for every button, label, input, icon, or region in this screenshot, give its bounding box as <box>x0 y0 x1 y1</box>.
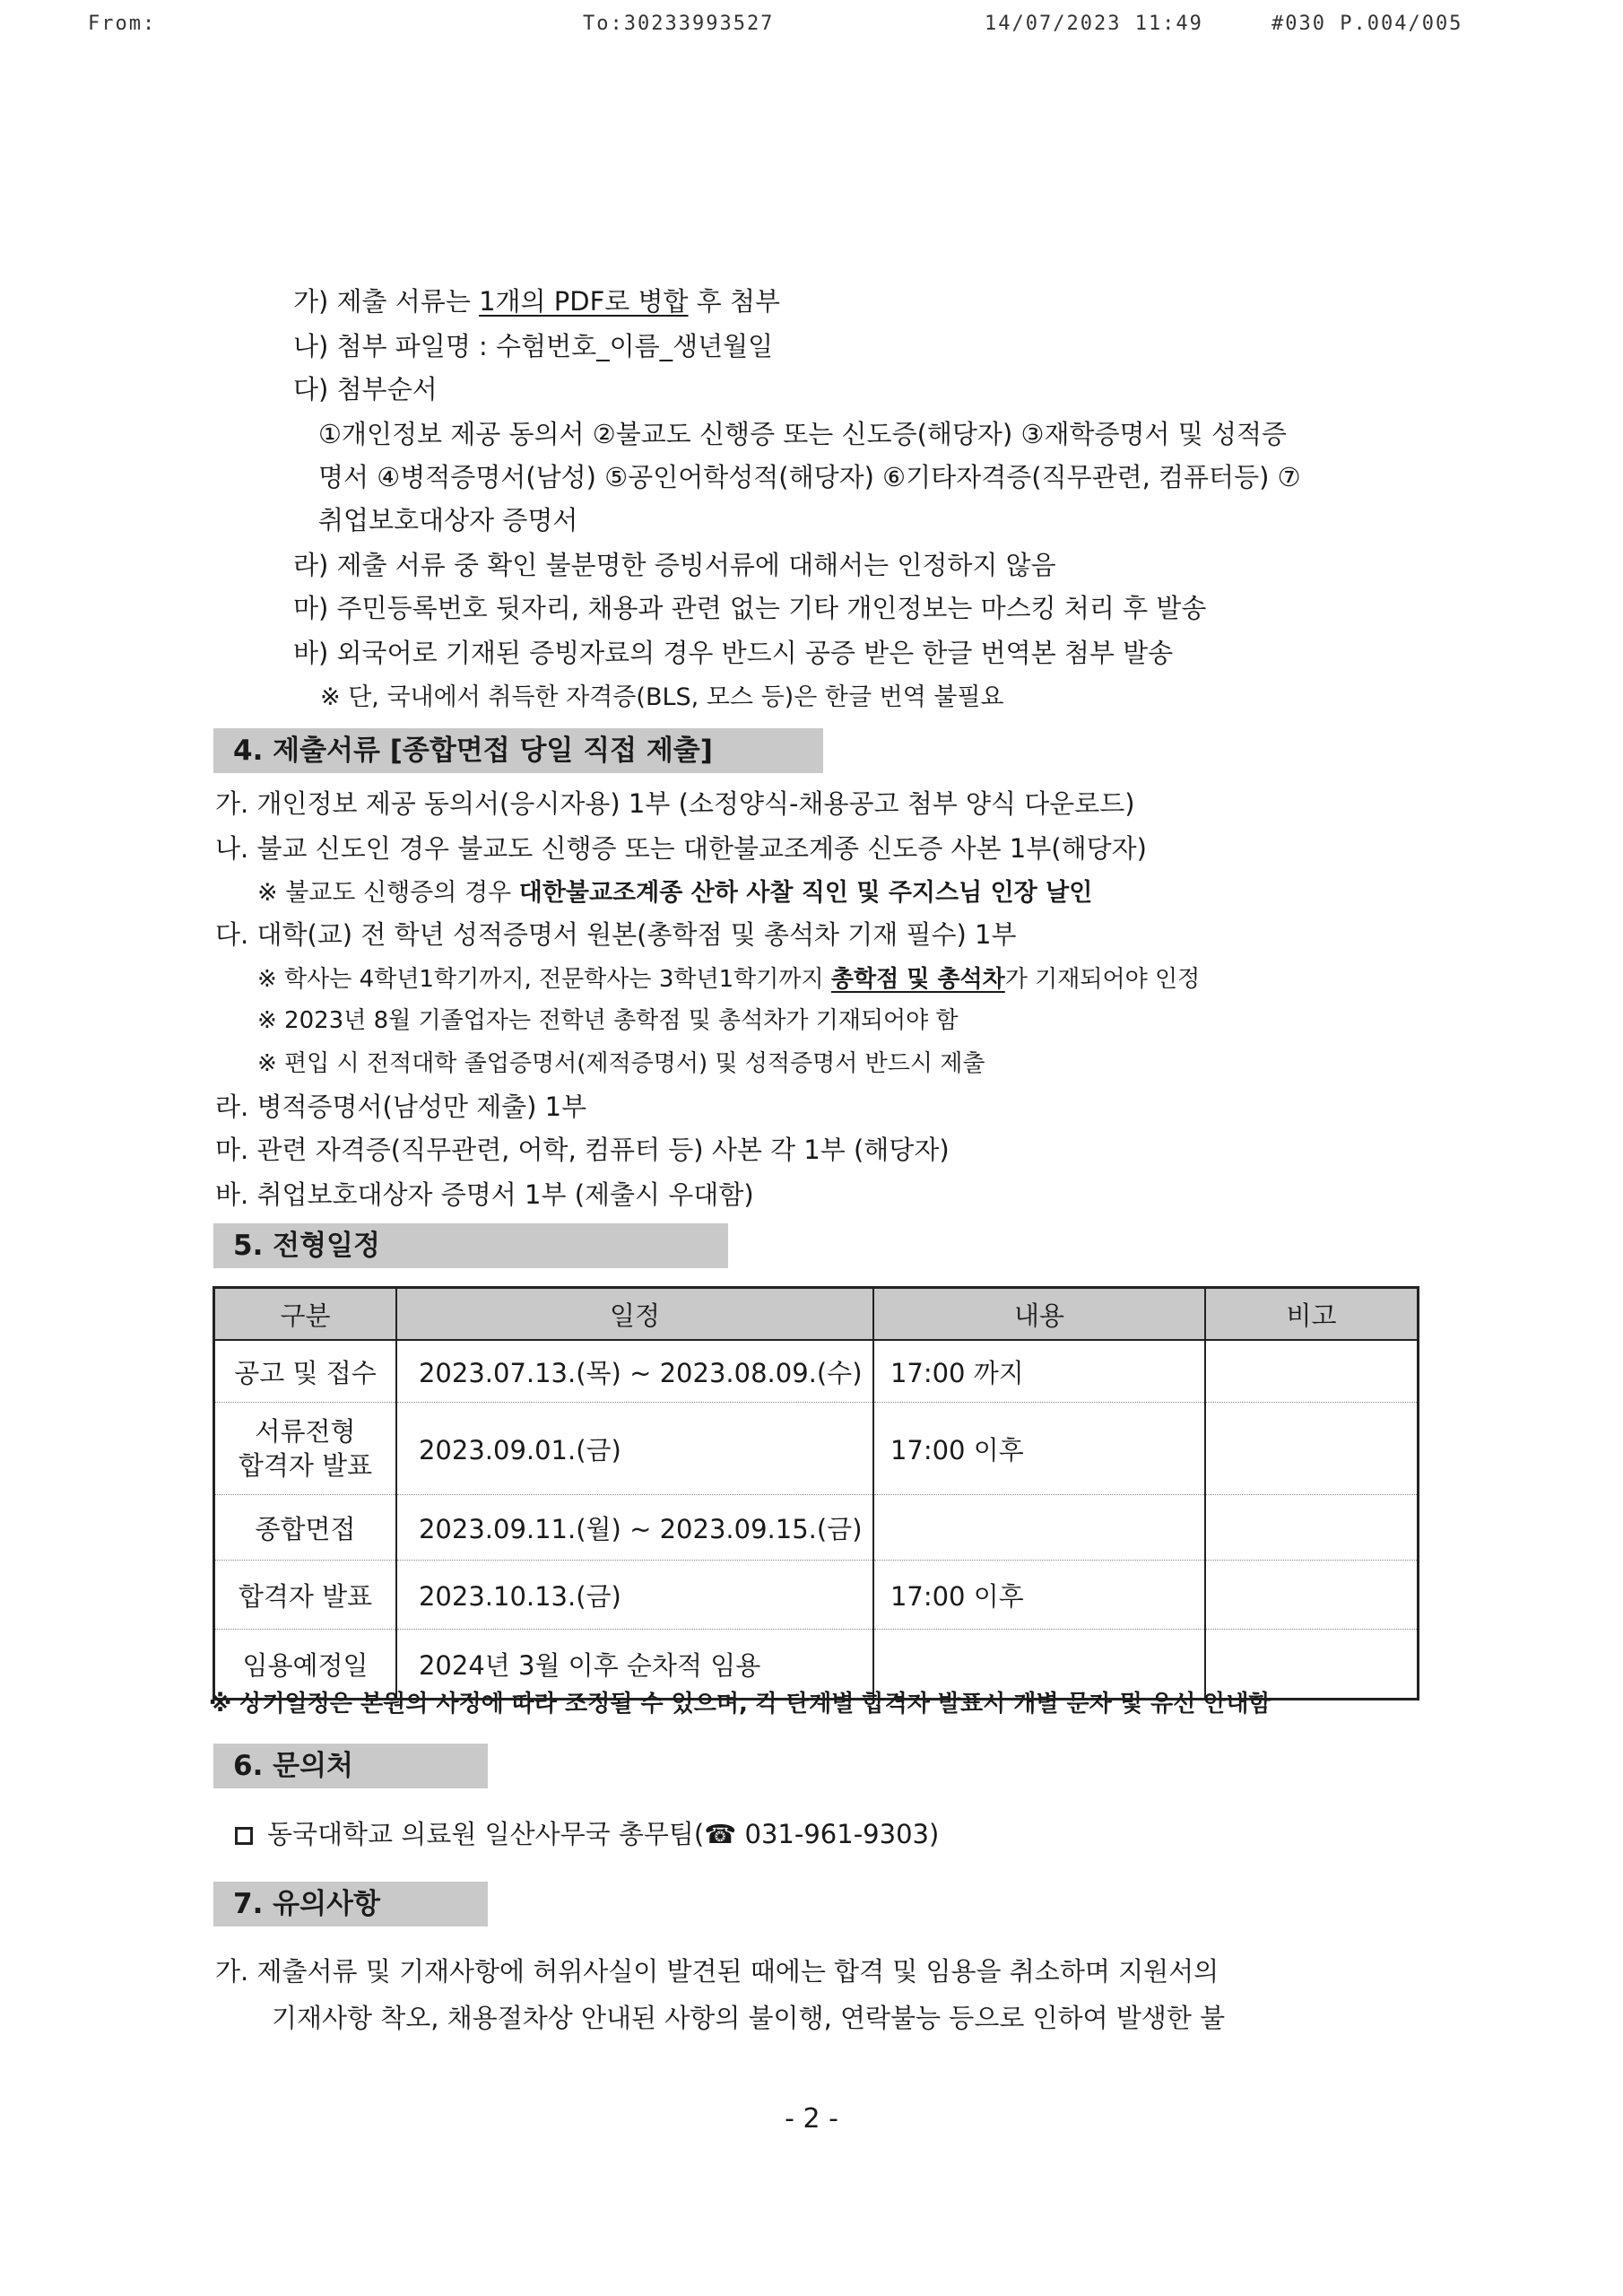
header-remarks: 비고 <box>1205 1288 1418 1341</box>
caution-item-ga: 가. 제출서류 및 기재사항에 허위사실이 발견된 때에는 합격 및 임용을 취소하며 지원서의 <box>215 1956 1219 1987</box>
fax-header <box>0 13 1623 39</box>
fax-to: To:30233993527 <box>583 13 775 35</box>
remarks-cell <box>1205 1340 1418 1403</box>
submission-item-ga: 가) 제출 서류는 1개의 PDF로 병합 후 첨부 <box>293 286 781 317</box>
section-5-heading: 5. 전형일정 <box>213 1223 728 1268</box>
doc-note: ※ 학사는 4학년1학기까지, 전문학사는 3학년1학기까지 총학점 및 총석차가 기재되어야 인정 <box>257 966 1201 993</box>
stage-cell: 종합면접 <box>214 1495 396 1561</box>
doc-note: ※ 2023년 8월 기졸업자는 전학년 총학점 및 총석차가 기재되어야 함 <box>257 1007 959 1034</box>
remarks-cell <box>1205 1403 1418 1495</box>
section-7-heading: 7. 유의사항 <box>213 1882 488 1926</box>
date-cell: 2024년 3월 이후 순차적 임용 <box>396 1630 873 1700</box>
schedule-note: ※ 상기일정은 본원의 사정에 따라 조정될 수 있으며, 각 단계별 합격자 발표시 개별 문자 및 유선 안내함 <box>209 1691 1271 1718</box>
header-category: 구분 <box>214 1288 396 1341</box>
date-cell: 2023.10.13.(금) <box>396 1561 873 1630</box>
doc-note: ※ 불교도 신행증의 경우 대한불교조계종 산하 사찰 직인 및 주지스님 인장 날인 <box>257 879 1093 907</box>
doc-item-na: 나. 불교 신도인 경우 불교도 신행증 또는 대한불교조계종 신도증 사본 1부(해당자) <box>215 833 1147 864</box>
date-cell: 2023.09.01.(금) <box>396 1403 873 1495</box>
doc-item-ga: 가. 개인정보 제공 동의서(응시자용) 1부 (소정양식-채용공고 첨부 양식 다운로드) <box>215 788 1135 819</box>
doc-item-da: 다. 대학(교) 전 학년 성적증명서 원본(총학점 및 총석차 기재 필수) 1부 <box>215 919 1017 950</box>
attach-order-line: 명서 ④병적증명서(남성) ⑤공인어학성적(해당자) ⑥기타자격증(직무관련, 컴퓨터등) ⑦ <box>318 462 1301 492</box>
table-row <box>214 1561 1419 1630</box>
caution-item-ga-cont: 기재사항 착오, 채용절차상 안내된 사항의 불이행, 연락불능 등으로 인하여 발생한 불 <box>272 2003 1226 2033</box>
submission-item-na: 나) 첨부 파일명 : 수험번호_이름_생년월일 <box>293 331 774 361</box>
doc-item-ra: 라. 병적증명서(남성만 제출) 1부 <box>215 1091 587 1122</box>
stage-cell: 합격자 발표 <box>214 1561 396 1630</box>
stage-cell: 서류전형 합격자 발표 <box>214 1403 396 1495</box>
date-cell: 2023.09.11.(월) ~ 2023.09.15.(금) <box>396 1495 873 1561</box>
fax-page: #030 P.004/005 <box>1271 13 1463 35</box>
table-row <box>214 1403 1419 1495</box>
contact-line <box>235 1816 939 1852</box>
doc-item-ma: 마. 관련 자격증(직무관련, 어학, 컴퓨터 등) 사본 각 1부 (해당자) <box>215 1135 950 1165</box>
attach-order-line: 취업보호대상자 증명서 <box>318 505 578 535</box>
submission-item-ra: 라) 제출 서류 중 확인 불분명한 증빙서류에 대해서는 인정하지 않음 <box>293 550 1056 580</box>
stage-cell: 공고 및 접수 <box>214 1340 396 1403</box>
header-schedule: 일정 <box>396 1288 873 1341</box>
content-cell: 17:00 까지 <box>873 1340 1205 1403</box>
schedule-header-row <box>214 1288 1419 1341</box>
content-cell <box>873 1495 1205 1561</box>
schedule-table <box>213 1286 1419 1700</box>
content-cell: 17:00 이후 <box>873 1561 1205 1630</box>
header-content: 내용 <box>873 1288 1205 1341</box>
submission-item-da: 다) 첨부순서 <box>293 374 438 404</box>
doc-note: ※ 편입 시 전적대학 졸업증명서(제적증명서) 및 성적증명서 반드시 제출 <box>257 1050 985 1077</box>
submission-item-ma: 마) 주민등록번호 뒷자리, 채용과 관련 없는 기타 개인정보는 마스킹 처리 후 발송 <box>293 593 1207 623</box>
remarks-cell <box>1205 1495 1418 1561</box>
table-row <box>214 1495 1419 1561</box>
date-cell: 2023.07.13.(목) ~ 2023.08.09.(수) <box>396 1340 873 1403</box>
section-6-heading: 6. 문의처 <box>213 1744 488 1788</box>
doc-item-ba: 바. 취업보호대상자 증명서 1부 (제출시 우대함) <box>215 1179 754 1210</box>
submission-item-ba: 바) 외국어로 기재된 증빙자료의 경우 반드시 공증 받은 한글 번역본 첨부 발송 <box>293 638 1174 668</box>
stage-cell: 임용예정일 <box>214 1630 396 1700</box>
checkbox-icon <box>235 1827 253 1845</box>
content-cell: 17:00 이후 <box>873 1403 1205 1495</box>
fax-datetime: 14/07/2023 11:49 <box>985 13 1203 35</box>
section-4-heading: 4. 제출서류 [종합면접 당일 직접 제출] <box>213 728 823 773</box>
table-row <box>214 1340 1419 1403</box>
attach-order-line: ①개인정보 제공 동의서 ②불교도 신행증 또는 신도증(해당자) ③재학증명서 및 성적증 <box>318 419 1288 449</box>
submission-note: ※ 단, 국내에서 취득한 자격증(BLS, 모스 등)은 한글 번역 불필요 <box>320 683 1004 711</box>
contact-text: 동국대학교 의료원 일산사무국 총무팀(☎ 031-961-9303) <box>267 1819 940 1849</box>
page-number: - 2 - <box>785 2103 838 2135</box>
remarks-cell <box>1205 1561 1418 1630</box>
fax-from: From: <box>88 13 157 35</box>
